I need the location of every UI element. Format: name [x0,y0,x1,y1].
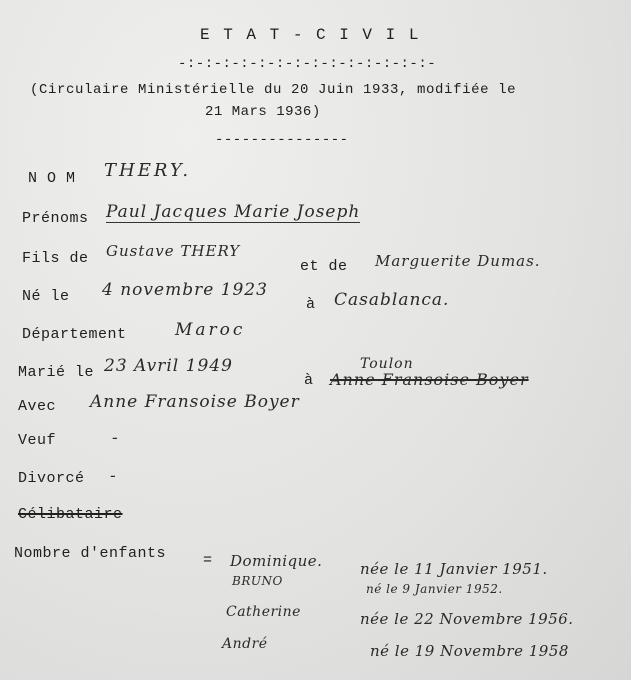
subtitle-line-2: 21 Mars 1936) [205,104,321,120]
marie-label: Marié le [18,364,95,381]
veuf-value: - [112,428,119,448]
departement-label: Département [22,326,127,343]
document-title: E T A T - C I V I L [200,26,421,44]
departement-value: Maroc [175,320,246,340]
enfants-label: Nombre d'enfants [14,545,167,562]
child-name: André [222,636,268,652]
divorce-value: - [110,466,117,486]
mere-value: Marguerite Dumas. [375,252,541,270]
title-dash-line: -:-:-:-:-:-:-:-:-:-:-:-:-:-:- [178,56,437,72]
ne-lieu-value: Casablanca. [334,290,450,310]
child-name: Dominique. [230,552,323,570]
prenoms-value: Paul Jacques Marie Joseph [106,202,361,222]
child-born: né le 19 Novembre 1958 [370,642,569,660]
nom-value: THERY. [104,160,192,181]
nom-label: N O M [28,170,76,187]
avec-value: Anne Fransoise Boyer [90,392,300,412]
divorce-label: Divorcé [18,470,85,487]
child-name: Catherine [226,604,301,620]
fils-label: Fils de [22,250,89,267]
ne-value: 4 novembre 1923 [102,280,268,300]
header-rule: --------------- [215,132,349,148]
child-born: née le 22 Novembre 1956. [360,610,574,628]
child-born: né le 9 Janvier 1952. [366,582,503,596]
marie-lieu-label: à [304,372,314,389]
prenoms-label: Prénoms [22,210,89,227]
child-born: née le 11 Janvier 1951. [360,560,548,578]
veuf-label: Veuf [18,432,57,449]
mere-label: et de [300,258,348,275]
child-name: BRUNO [232,574,283,588]
avec-label: Avec [18,398,57,415]
celibataire-label: Célibataire [18,506,123,523]
enfants-sep: = [203,552,213,569]
marie-lieu-struck: Anne Fransoise Boyer [330,370,529,389]
marie-value: 23 Avril 1949 [104,356,233,376]
subtitle-line-1: (Circulaire Ministérielle du 20 Juin 1933, modifiée le [30,82,517,98]
ne-label: Né le [22,288,70,305]
marie-lieu-value: Toulon [360,356,414,372]
fils-value: Gustave THERY [106,242,241,260]
ne-lieu-label: à [306,296,316,313]
